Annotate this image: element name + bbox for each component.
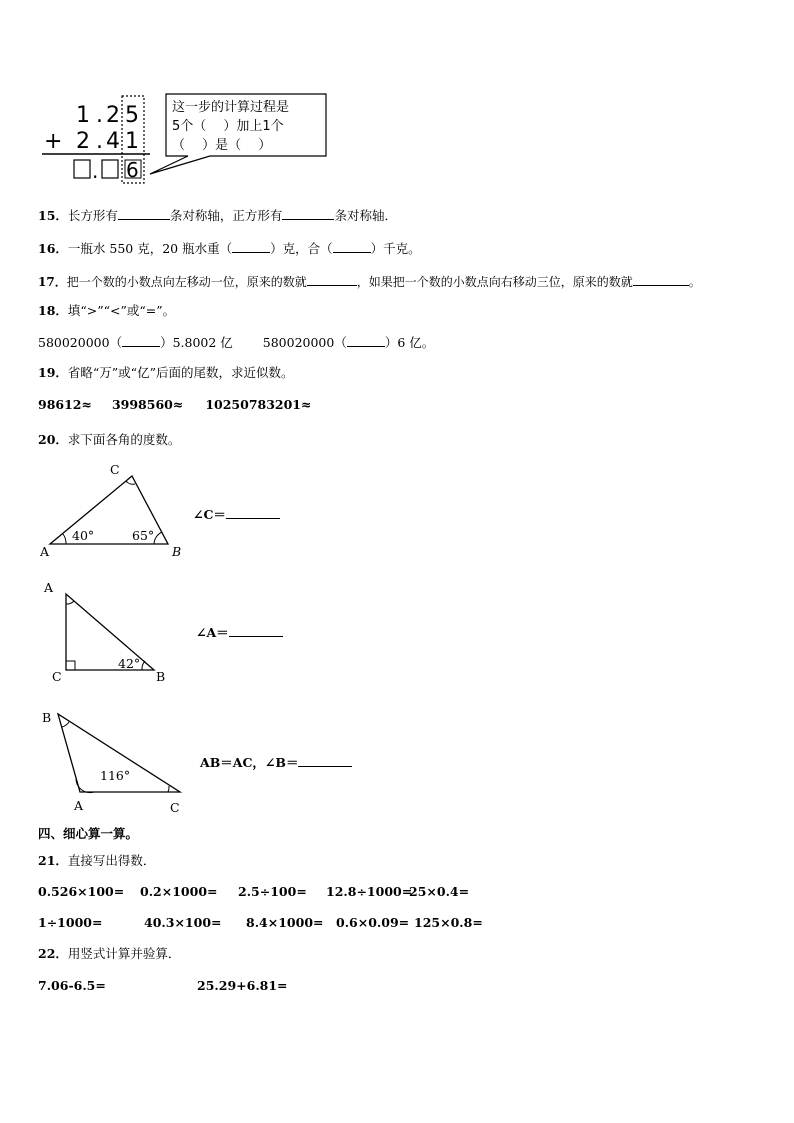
- question-text: 把一个数的小数点向左移动一位，原来的数就: [66, 275, 307, 289]
- result-blank-box: [74, 160, 90, 178]
- question-text: 填“>”“<”或“=”。: [67, 303, 176, 318]
- vertex-label-a: A: [74, 798, 84, 813]
- calc-item: 0.6×0.09=: [336, 915, 410, 930]
- question-text: ）千克。: [370, 241, 421, 256]
- question-text: 求下面各角的度数。: [67, 432, 181, 447]
- calc-item: 1÷1000=: [38, 915, 103, 930]
- question-number: 19．: [38, 365, 68, 380]
- calc-item: 40.3×100=: [144, 915, 222, 930]
- fig2-answer: [196, 624, 283, 641]
- addend2-digit: 4: [106, 129, 120, 154]
- question-text: ）克，合（: [270, 241, 333, 256]
- question-20: [38, 432, 180, 448]
- calc-item: 7.06-6.5=: [38, 978, 106, 993]
- plus-sign: +: [44, 129, 63, 154]
- angle-arc-c: [126, 481, 135, 484]
- answer-blank[interactable]: [298, 754, 352, 767]
- question-number: 21．: [38, 853, 68, 868]
- answer-blank[interactable]: [229, 624, 283, 637]
- question-17: [38, 273, 701, 290]
- calc-item: 25.29+6.81=: [197, 978, 288, 993]
- question-19-items: [38, 397, 311, 413]
- vertex-label-b: B: [42, 710, 52, 725]
- addend1-digit: 2: [106, 103, 120, 128]
- addend2-digit-boxed: 1: [125, 129, 139, 154]
- angle-arc-a: [66, 601, 74, 604]
- result-dot: .: [92, 159, 99, 183]
- vertex-label-a: A: [44, 580, 54, 595]
- angle-arc-b: [142, 661, 145, 670]
- answer-blank[interactable]: [347, 334, 385, 347]
- angle-label-b: 65°: [132, 528, 155, 543]
- vertex-label-c: C: [110, 462, 120, 477]
- vertex-label-a: A: [40, 544, 50, 559]
- triangle-figure-3: [38, 706, 198, 818]
- compare-item: 580020000（: [38, 335, 123, 350]
- question-text: 条对称轴，正方形有: [169, 208, 283, 223]
- question-text: 直接写出得数．: [67, 853, 156, 868]
- compare-item: ）6 亿。: [384, 335, 435, 350]
- right-angle-mark: [66, 661, 75, 670]
- fig3-answer: [200, 754, 352, 771]
- ask-text: AB＝AC，∠B＝: [200, 755, 299, 770]
- question-number: 15．: [38, 208, 68, 223]
- question-number: 22．: [38, 946, 68, 961]
- addend2-digit: 2: [76, 129, 90, 154]
- angle-arc-b: [62, 722, 69, 727]
- approx-item: 98612≈: [38, 397, 92, 412]
- answer-blank[interactable]: [307, 273, 357, 286]
- triangle-2: [66, 594, 154, 670]
- ask-text: ∠C＝: [193, 507, 226, 522]
- answer-blank[interactable]: [282, 207, 334, 220]
- compare-item: ）5.8002 亿: [160, 335, 233, 350]
- calc-item: 0.526×100=: [38, 884, 125, 899]
- question-number: 16．: [38, 241, 68, 256]
- vertex-label-b: B: [156, 669, 166, 684]
- question-text: 用竖式计算并验算．: [67, 946, 181, 961]
- calc-item: 25×0.4=: [409, 884, 470, 899]
- answer-blank[interactable]: [122, 334, 160, 347]
- calc-item: 0.2×1000=: [140, 884, 218, 899]
- addend1-digit-boxed: 5: [125, 103, 139, 128]
- question-text: 条对称轴．: [334, 208, 397, 223]
- question-text: 省略“万”或“亿”后面的尾数，求近似数。: [67, 365, 294, 380]
- angle-label-b: 42°: [118, 656, 141, 671]
- question-18: [38, 303, 175, 319]
- question-18-items: [38, 334, 434, 351]
- answer-blank[interactable]: [226, 506, 280, 519]
- question-21: [38, 853, 155, 869]
- addend1-dot: .: [96, 103, 103, 128]
- calc-item: 2.5÷100=: [238, 884, 307, 899]
- question-19: [38, 365, 293, 381]
- section-title: 四、细心算一算。: [38, 826, 139, 841]
- question-22: [38, 946, 180, 962]
- result-blank-box: [102, 160, 118, 178]
- answer-blank[interactable]: [232, 240, 270, 253]
- calc-item: 125×0.8=: [414, 915, 483, 930]
- addend1-digit: 1: [76, 103, 90, 128]
- calc-item: 8.4×1000=: [246, 915, 324, 930]
- callout-line: （ ）是（ ）: [172, 138, 272, 153]
- ask-text: ∠A＝: [196, 625, 229, 640]
- triangle-figure-2: [38, 578, 178, 688]
- angle-label-a: 40°: [72, 528, 95, 543]
- approx-item: 3998560≈: [111, 397, 184, 412]
- question-number: 18．: [38, 303, 68, 318]
- callout-line: 这一步的计算过程是: [172, 100, 290, 115]
- answer-blank[interactable]: [333, 240, 371, 253]
- angle-arc-b: [154, 532, 162, 544]
- question-text: 一瓶水 550 克，20 瓶水重（: [67, 241, 233, 256]
- approx-item: 10250783201≈: [205, 397, 312, 412]
- question-number: 20．: [38, 432, 68, 447]
- answer-blank[interactable]: [633, 273, 689, 286]
- angle-arc-a: [63, 534, 66, 544]
- angle-label-a: 116°: [100, 768, 131, 783]
- vertex-label-c: C: [170, 800, 180, 815]
- answer-blank[interactable]: [118, 207, 170, 220]
- calc-item: 12.8÷1000=: [326, 884, 413, 899]
- question-text: 长方形有: [67, 208, 118, 223]
- addend2-dot: .: [96, 129, 103, 154]
- question-text: ，如果把一个数的小数点向右移动三位，原来的数就: [356, 275, 633, 289]
- vertex-label-b: B: [172, 544, 182, 559]
- vertex-label-c: C: [52, 669, 62, 684]
- question-15: [38, 207, 397, 224]
- fig1-answer: [193, 506, 280, 523]
- question-16: [38, 240, 421, 257]
- question-number: 17．: [38, 275, 67, 289]
- compare-item: 580020000（: [262, 335, 347, 350]
- result-digit: 6: [126, 158, 139, 182]
- triangle-figure-1: [38, 460, 198, 560]
- question-text: 。: [688, 275, 701, 289]
- vertical-addition-figure: [38, 90, 338, 190]
- callout-line: 5个（ ）加上1个: [172, 119, 284, 134]
- angle-arc-c: [168, 786, 169, 792]
